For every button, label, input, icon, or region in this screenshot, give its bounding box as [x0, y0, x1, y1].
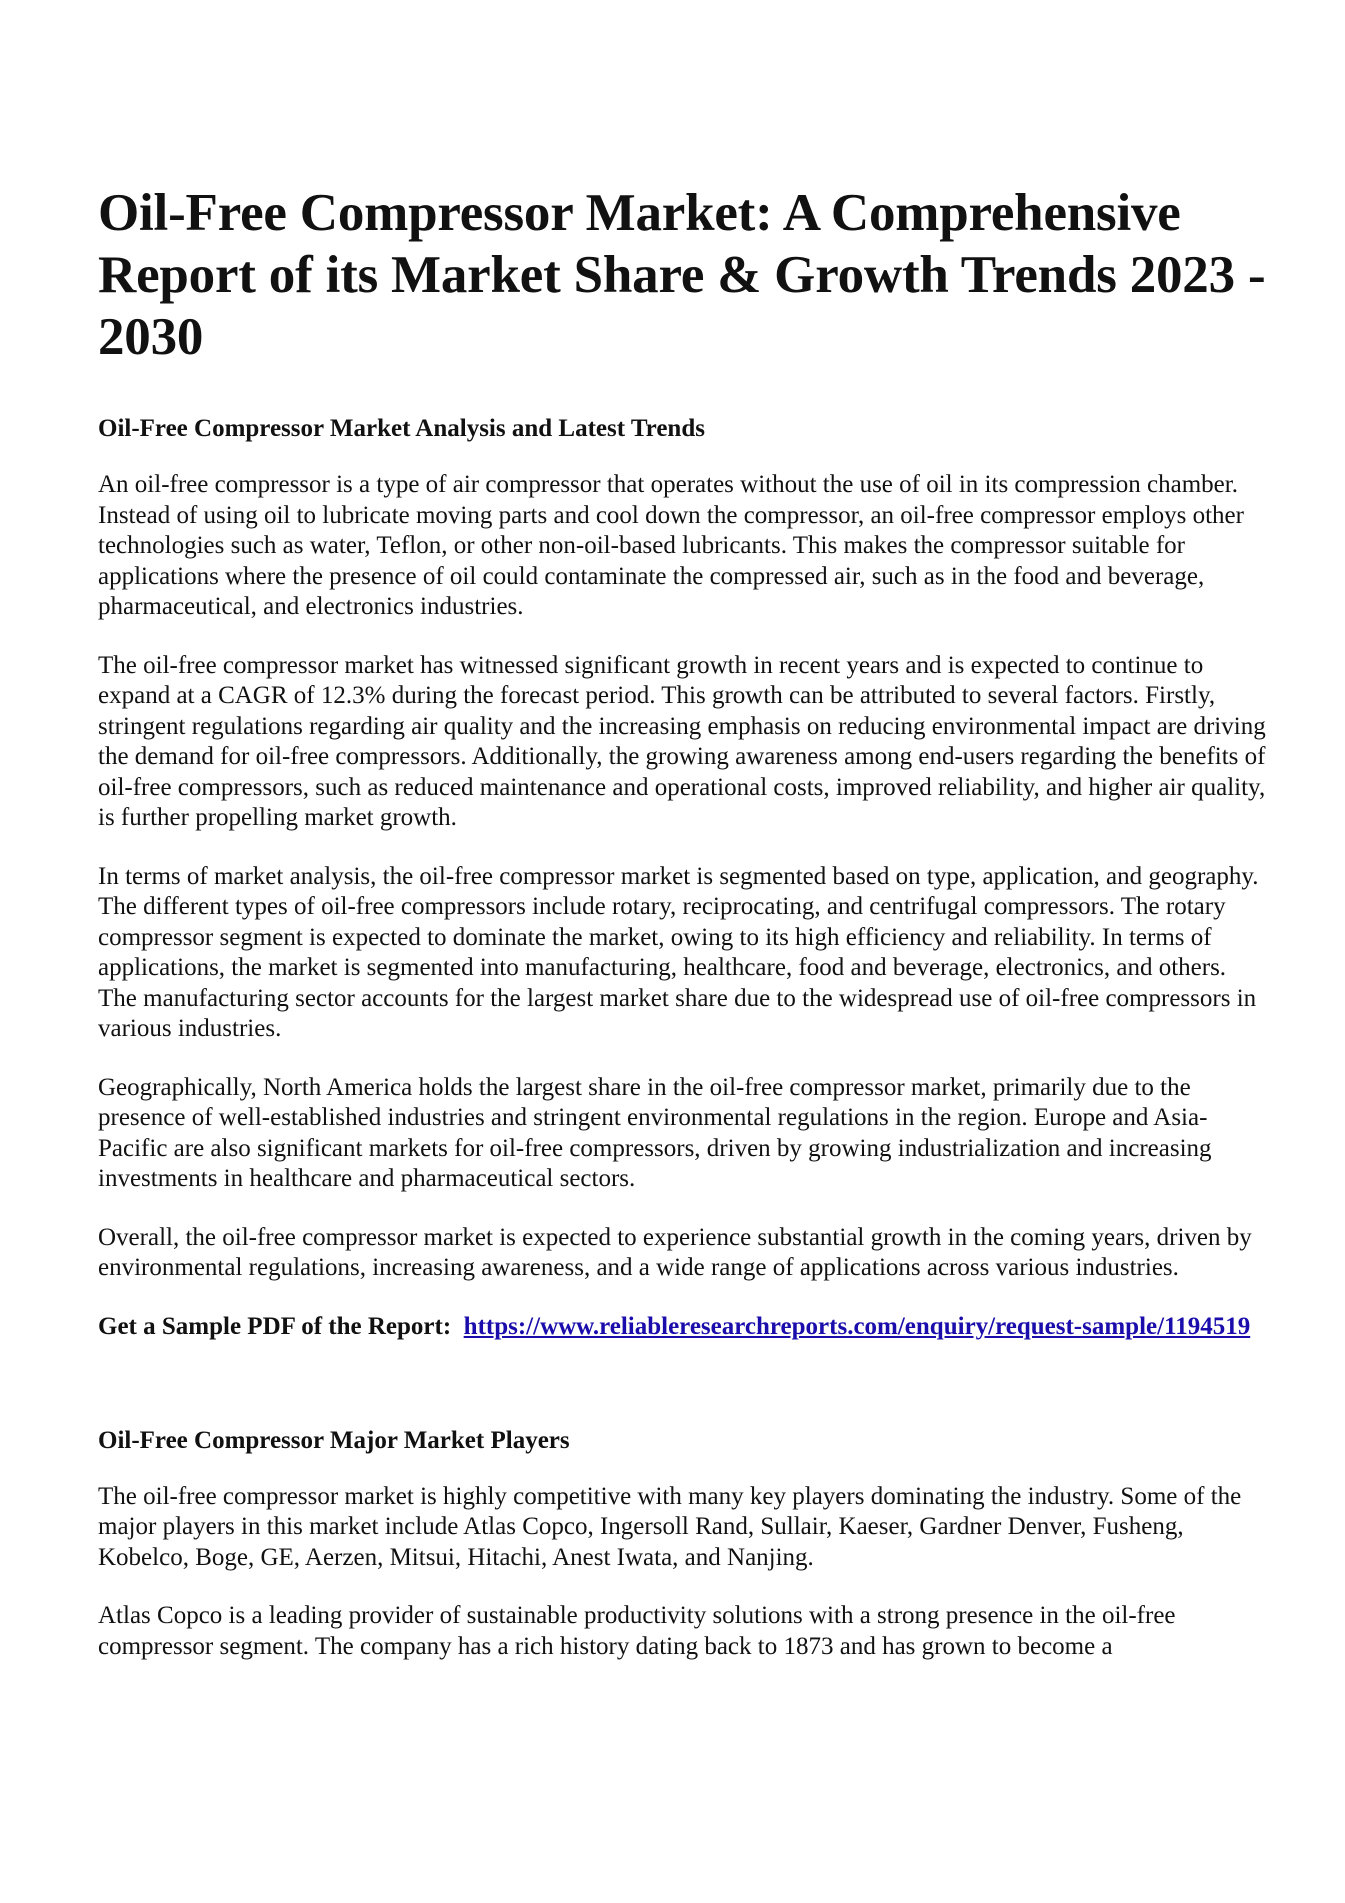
paragraph-growth: The oil-free compressor market has witnessed significant growth in recent years and is expected to continue to expand at a CAGR of 12.3% during the forecast period. This growth can be attributed to several factors. Firstly, stringent regulations regarding air quality and the increasing emphasis on reducing environmental impact are driving the demand for oil-free compressors. Additionally, the growing awareness among end-users regarding the benefits of oil-free compressors, such as reduced maintenance and operational costs, improved reliability, and higher air quality, is further propelling market growth. [98, 651, 1266, 831]
paragraph-definition: An oil-free compressor is a type of air compressor that operates without the use of oil in its compression chamber. Instead of using oil to lubricate moving parts and cool down the compressor, an oil-free compressor employs other technologies such as water, Teflon, or other non-oil-based lubricants. This makes the compressor suitable for applications where the presence of oil could contaminate the compressed air, such as in the food and beverage, pharmaceutical, and electronics industries. [98, 471, 1244, 620]
paragraph-overall: Overall, the oil-free compressor market is expected to experience substantial growth in the coming years, driven by environmental regulations, increasing awareness, and a wide range of applications across various industries. [98, 1223, 1252, 1281]
sample-pdf-link[interactable]: https://www.reliableresearchreports.com/enquiry/request-sample/1194519 [463, 1312, 1251, 1340]
document-page [98, 182, 1268, 1690]
sample-label: Get a Sample PDF of the Report: [98, 1312, 452, 1340]
page-title: Oil-Free Compressor Market: A Comprehensive Report of its Market Share & Growth Trends 2023 - 2030 [98, 184, 1266, 366]
paragraph-geography: Geographically, North America holds the largest share in the oil-free compressor market, primarily due to the presence of well-established industries and stringent environmental regulations in the region. Europe and Asia-Pacific are also significant markets for oil-free compressors, driven by growing industrialization and increasing investments in healthcare and pharmaceutical sectors. [98, 1073, 1212, 1192]
paragraph-segmentation: In terms of market analysis, the oil-free compressor market is segmented based on type, application, and geography. The different types of oil-free compressors include rotary, reciprocating, and centrifugal compressors. The rotary compressor segment is expected to dominate the market, owing to its high efficiency and reliability. In terms of applications, the market is segmented into manufacturing, healthcare, food and beverage, electronics, and others. The manufacturing sector accounts for the largest market share due to the widespread use of oil-free compressors in various industries. [98, 862, 1259, 1042]
sample-request [98, 1312, 1268, 1342]
section-heading-analysis: Oil-Free Compressor Market Analysis and Latest Trends [98, 415, 705, 442]
section-heading-players: Oil-Free Compressor Major Market Players [98, 1426, 570, 1454]
paragraph-atlas-copco: Atlas Copco is a leading provider of sustainable productivity solutions with a strong presence in the oil-free compressor segment. The company has a rich history dating back to 1873 and has grown to become a [98, 1602, 1176, 1660]
paragraph-players-overview: The oil-free compressor market is highly competitive with many key players dominating the industry. Some of the major players in this market include Atlas Copco, Ingersoll Rand, Sullair, Kaeser, Gardner Denver, Fusheng, Kobelco, Boge, GE, Aerzen, Mitsui, Hitachi, Anest Iwata, and Nanjing. [98, 1482, 1242, 1571]
